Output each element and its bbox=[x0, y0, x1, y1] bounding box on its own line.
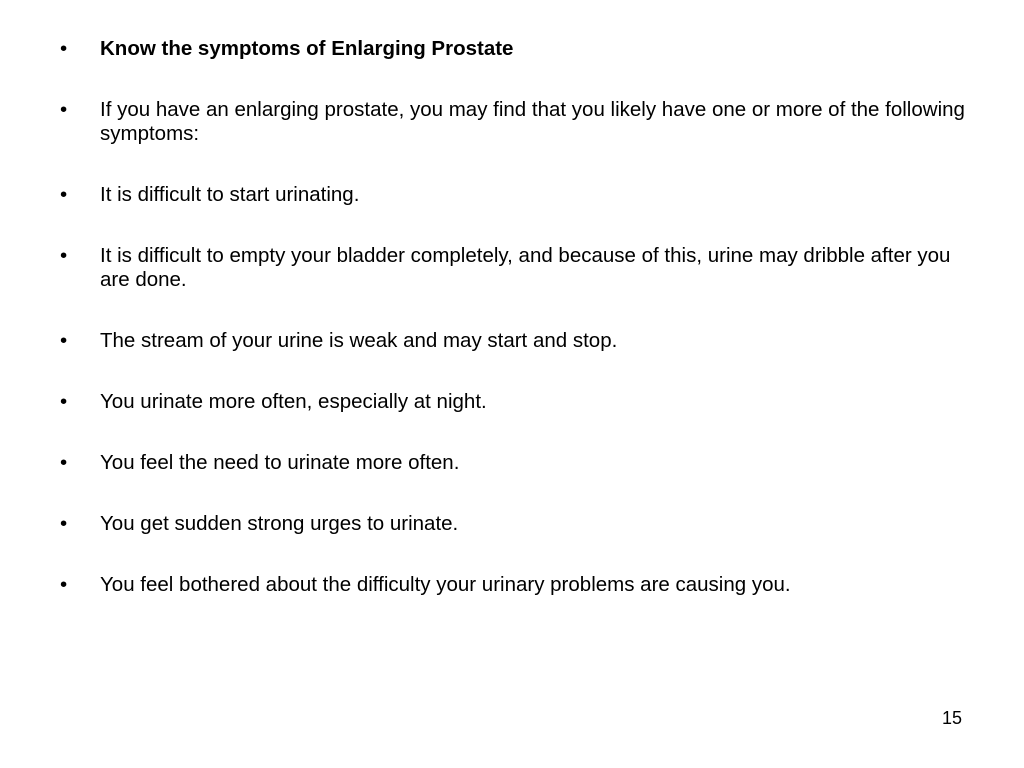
bullet-icon: • bbox=[60, 512, 68, 535]
bullet-icon: • bbox=[60, 98, 68, 121]
bullet-text: You feel the need to urinate more often. bbox=[100, 451, 460, 474]
bullet-text: If you have an enlarging prostate, you may find that you likely have one or more of the following symptoms: bbox=[100, 98, 965, 145]
bullet-icon: • bbox=[60, 329, 68, 352]
bullet-item bbox=[60, 451, 970, 475]
bullet-icon: • bbox=[60, 37, 68, 60]
bullet-list bbox=[60, 37, 970, 634]
bullet-icon: • bbox=[60, 451, 68, 474]
bullet-text: You feel bothered about the difficulty your urinary problems are causing you. bbox=[100, 573, 791, 596]
bullet-item bbox=[60, 573, 970, 597]
bullet-text: It is difficult to start urinating. bbox=[100, 183, 360, 206]
bullet-item bbox=[60, 512, 970, 536]
bullet-icon: • bbox=[60, 244, 68, 267]
bullet-item bbox=[60, 244, 970, 292]
bullet-item bbox=[60, 98, 970, 146]
bullet-item bbox=[60, 329, 970, 353]
bullet-text: Know the symptoms of Enlarging Prostate bbox=[100, 37, 514, 60]
bullet-icon: • bbox=[60, 390, 68, 413]
bullet-text: You urinate more often, especially at night. bbox=[100, 390, 487, 413]
bullet-item bbox=[60, 183, 970, 207]
bullet-text: It is difficult to empty your bladder completely, and because of this, urine may dribble after you are done. bbox=[100, 244, 951, 291]
bullet-text: The stream of your urine is weak and may start and stop. bbox=[100, 329, 618, 352]
bullet-text: You get sudden strong urges to urinate. bbox=[100, 512, 459, 535]
bullet-icon: • bbox=[60, 183, 68, 206]
bullet-item-heading bbox=[60, 37, 970, 61]
bullet-icon: • bbox=[60, 573, 68, 596]
bullet-item bbox=[60, 390, 970, 414]
page-number: 15 bbox=[941, 708, 962, 728]
